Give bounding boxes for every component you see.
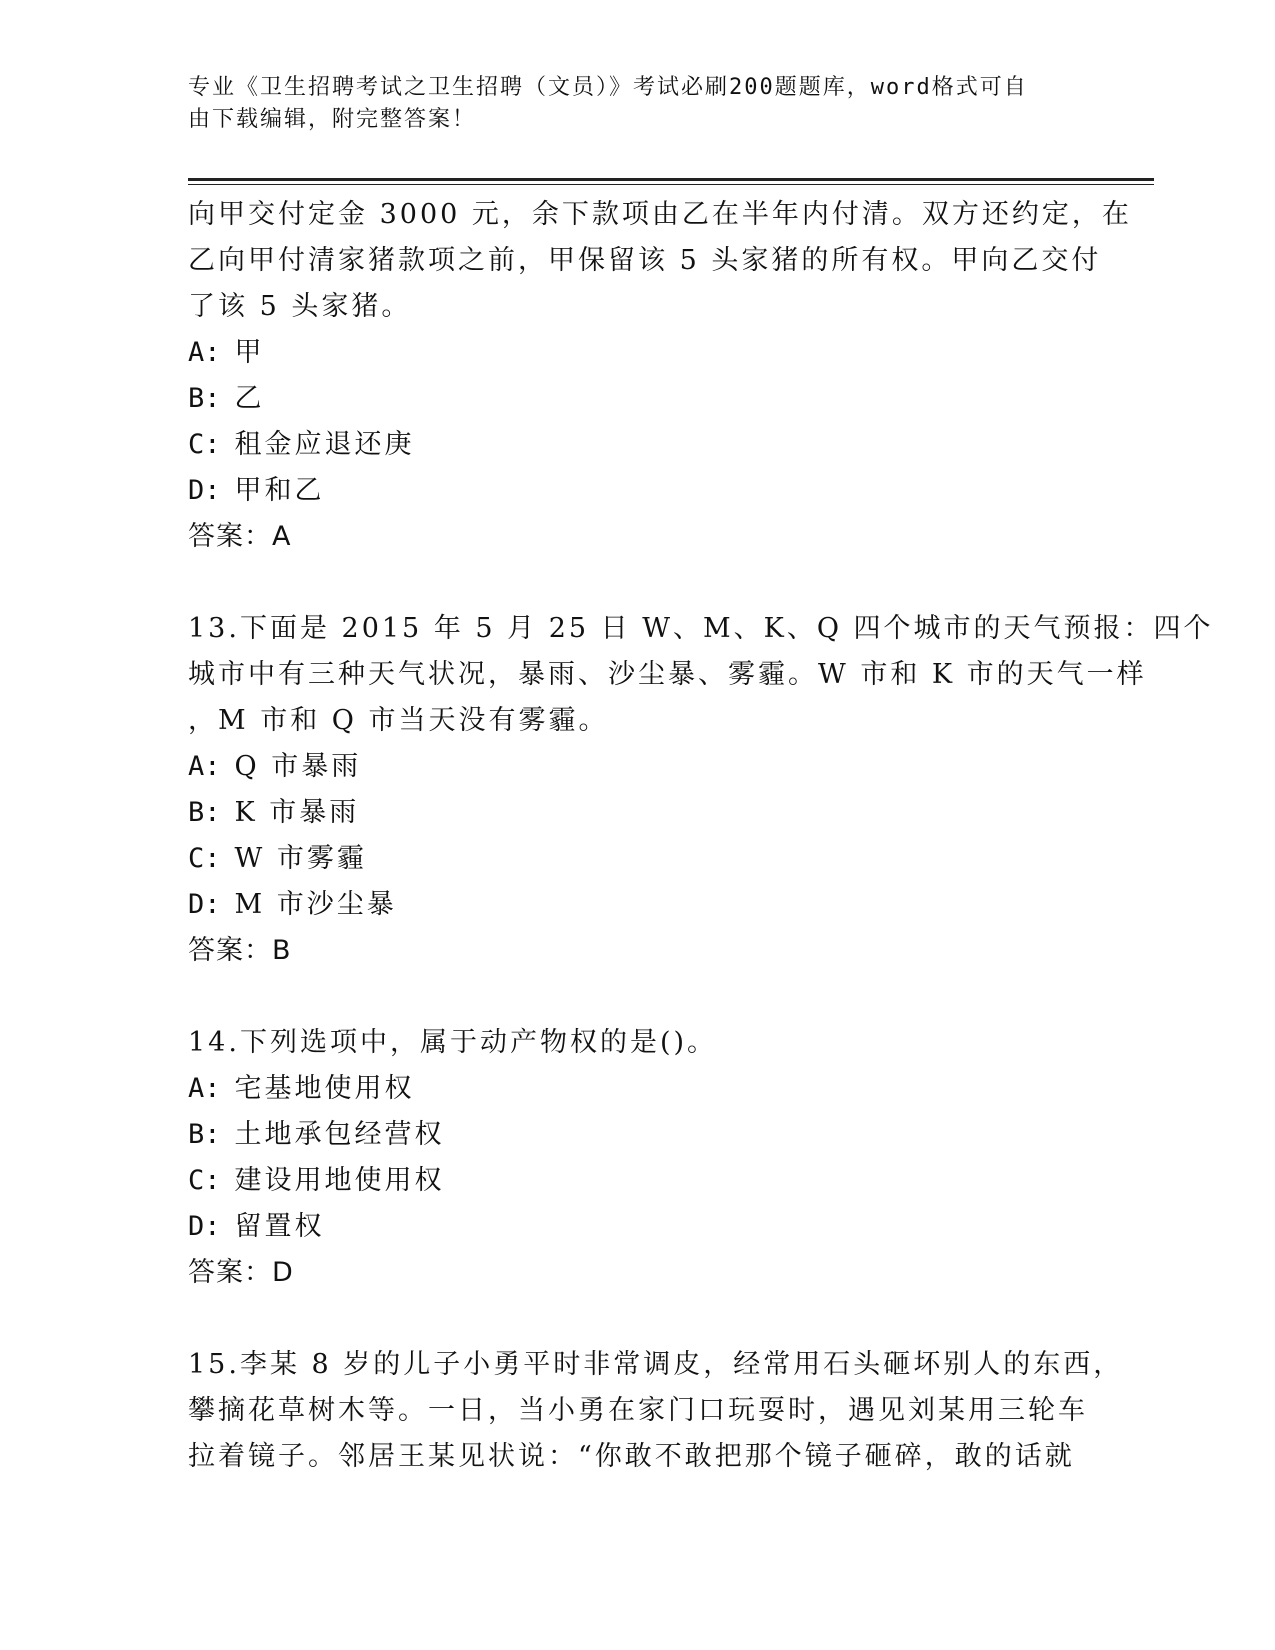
- option-text: 租金应退还庚: [234, 429, 415, 460]
- question-text-line: 14.下列选项中，属于动产物权的是()。: [188, 1027, 718, 1058]
- option-c: [188, 1158, 1088, 1204]
- option-text: 留置权: [234, 1211, 325, 1242]
- document-header: [188, 72, 1068, 136]
- spacer: [188, 974, 1088, 1020]
- option-a: [188, 744, 1088, 790]
- question-14: [188, 1020, 1088, 1296]
- option-key: A:: [188, 337, 221, 368]
- question-text-line: 向甲交付定金 3000 元，余下款项由乙在半年内付清。双方还约定，在: [188, 199, 1132, 230]
- option-text: 甲: [234, 337, 265, 368]
- document-body: [188, 192, 1214, 1480]
- option-key: A:: [188, 751, 221, 782]
- question-text-line: 城市中有三种天气状况，暴雨、沙尘暴、雾霾。W 市和 K 市的天气一样: [188, 659, 1147, 690]
- option-text: 建设用地使用权: [234, 1165, 445, 1196]
- header-line-1: 专业《卫生招聘考试之卫生招聘（文员）》考试必刷200题题库，word格式可自: [188, 75, 1028, 100]
- option-key: C:: [188, 429, 221, 460]
- option-key: B:: [188, 797, 221, 828]
- option-key: D:: [188, 475, 221, 506]
- answer-line: 答案：A: [188, 521, 292, 552]
- option-a: [188, 330, 1088, 376]
- option-text: 土地承包经营权: [234, 1119, 445, 1150]
- option-key: D:: [188, 889, 221, 920]
- question-12: [188, 192, 1132, 560]
- spacer: [188, 1296, 1088, 1342]
- question-text-line: 乙向甲付清家猪款项之前，甲保留该 5 头家猪的所有权。甲向乙交付: [188, 245, 1102, 276]
- option-a: [188, 1066, 1088, 1112]
- header-divider-thick: [188, 178, 1154, 181]
- question-text-line: 15.李某 8 岁的儿子小勇平时非常调皮，经常用石头砸坏别人的东西，: [188, 1349, 1124, 1380]
- question-text-line: 攀摘花草树木等。一日，当小勇在家门口玩耍时，遇见刘某用三轮车: [188, 1395, 1088, 1426]
- question-text-line: 拉着镜子。邻居王某见状说：“你敢不敢把那个镜子砸碎，敢的话就: [188, 1441, 1075, 1472]
- spacer: [188, 560, 1088, 606]
- option-key: C:: [188, 843, 221, 874]
- header-line-2: 由下载编辑，附完整答案！: [188, 107, 477, 132]
- option-text: 甲和乙: [234, 475, 325, 506]
- option-b: [188, 790, 1088, 836]
- option-key: C:: [188, 1165, 221, 1196]
- option-text: Q 市暴雨: [234, 751, 362, 782]
- answer-line: 答案：D: [188, 1257, 294, 1288]
- question-text-line: ，M 市和 Q 市当天没有雾霾。: [188, 705, 609, 736]
- answer-line: 答案：B: [188, 935, 292, 966]
- option-d: [188, 468, 1088, 514]
- option-key: A:: [188, 1073, 221, 1104]
- question-13: [188, 606, 1214, 974]
- option-b: [188, 376, 1088, 422]
- question-15: [188, 1342, 1124, 1480]
- option-key: B:: [188, 383, 221, 414]
- option-d: [188, 882, 1088, 928]
- option-c: [188, 836, 1088, 882]
- header-divider-thin: [188, 184, 1154, 185]
- option-c: [188, 422, 1088, 468]
- option-text: 乙: [234, 383, 265, 414]
- option-b: [188, 1112, 1088, 1158]
- option-text: K 市暴雨: [234, 797, 360, 828]
- option-text: M 市沙尘暴: [234, 889, 397, 920]
- option-text: W 市雾霾: [234, 843, 367, 874]
- option-key: D:: [188, 1211, 221, 1242]
- option-d: [188, 1204, 1088, 1250]
- question-text-line: 13.下面是 2015 年 5 月 25 日 W、M、K、Q 四个城市的天气预报：四个: [188, 613, 1214, 644]
- question-text-line: 了该 5 头家猪。: [188, 291, 412, 322]
- option-key: B:: [188, 1119, 221, 1150]
- option-text: 宅基地使用权: [234, 1073, 415, 1104]
